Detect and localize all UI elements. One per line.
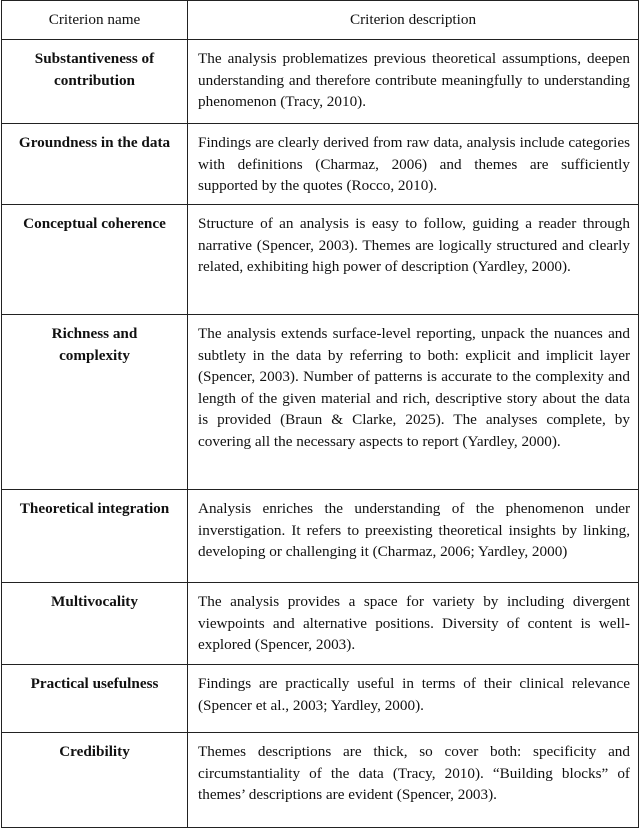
table-row [2,733,639,828]
criterion-description: The analysis extends surface-level reporting, unpack the nuances and subtlety in the data by referring to both: explicit and implicit layer (Spencer, 2003). Number of patterns is accurate to the complexity and length of the given material and rich, descriptive story about the data is provided (Braun & Clarke, 2025). The analyses complete, by covering all the necessary aspects to report (Yardley, 2000). [188,315,639,490]
criterion-description: Findings are practically useful in terms of their clinical relevance (Spencer et al., 2003; Yardley, 2000). [188,665,639,733]
table-row [2,315,639,490]
criterion-description: Structure of an analysis is easy to follow, guiding a reader through narrative (Spencer, 2003). Themes are logically structured and clearly related, exhibiting high power of description (Yardley, 2000). [188,205,639,315]
table-row [2,205,639,315]
criteria-table [1,0,639,828]
criterion-name: Practical usefulness [2,665,188,733]
table-row [2,490,639,583]
criterion-name: Multivocality [2,583,188,665]
criterion-name: Substantiveness of contribution [2,40,188,124]
table-row [2,124,639,205]
table-row [2,665,639,733]
header-criterion-name: Criterion name [2,1,188,40]
criterion-name: Richness and complexity [2,315,188,490]
criterion-description: Findings are clearly derived from raw data, analysis include categories with definitions (Charmaz, 2006) and themes are sufficiently supported by the quotes (Rocco, 2010). [188,124,639,205]
criterion-name: Theoretical integration [2,490,188,583]
criterion-name: Credibility [2,733,188,828]
criterion-name: Conceptual coherence [2,205,188,315]
header-criterion-description: Criterion description [188,1,639,40]
criterion-description: The analysis problematizes previous theoretical assumptions, deepen understanding and therefore contribute meaningfully to understanding phenomenon (Tracy, 2010). [188,40,639,124]
table-row [2,583,639,665]
criterion-name: Groundness in the data [2,124,188,205]
criterion-description: Themes descriptions are thick, so cover both: specificity and circumstantiality of the data (Tracy, 2010). “Building blocks” of themes’ descriptions are evident (Spencer, 2003). [188,733,639,828]
header-row [2,1,639,40]
table-row [2,40,639,124]
criterion-description: The analysis provides a space for variety by including divergent viewpoints and alternative positions. Diversity of content is well-explored (Spencer, 2003). [188,583,639,665]
criterion-description: Analysis enriches the understanding of the phenomenon under inverstigation. It refers to preexisting theoretical insights by linking, developing or challenging it (Charmaz, 2006; Yardley, 2000) [188,490,639,583]
